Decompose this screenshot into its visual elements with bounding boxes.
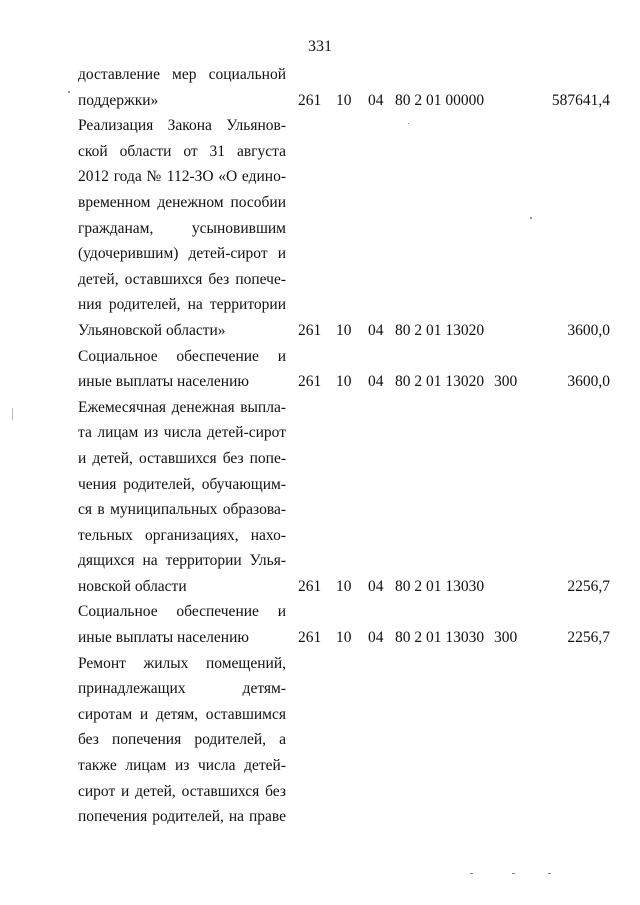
row-description-line: Социальное обеспечение и — [78, 347, 286, 365]
row-description-line: сиротам и детям, оставшимся — [78, 705, 286, 723]
row-line — [0, 420, 640, 446]
row-line — [0, 216, 640, 242]
row-description-line: ской области от 31 августа — [78, 142, 286, 160]
target-article-code: 80 2 01 00000 — [395, 91, 485, 109]
row-line — [0, 139, 640, 165]
target-article-code: 80 2 01 13030 — [395, 577, 485, 595]
table-row — [0, 62, 640, 113]
row-description-line: Ежемесячная денежная выпла- — [78, 398, 286, 416]
row-description-line: принадлежащих детям- — [78, 680, 286, 698]
row-description-line: без попечения родителей, а — [78, 731, 286, 749]
razdel-code: 10 — [336, 577, 352, 595]
target-article-code: 80 2 01 13020 — [395, 321, 485, 339]
target-article-code: 80 2 01 13030 — [395, 629, 485, 647]
razdel-code: 10 — [336, 373, 352, 391]
scan-speck — [548, 873, 551, 874]
scan-speck — [12, 408, 13, 420]
razdel-code: 10 — [336, 321, 352, 339]
target-article-code: 80 2 01 13020 — [395, 373, 485, 391]
row-description-line: дящихся на территории Улья- — [78, 552, 286, 570]
page-number: 331 — [308, 38, 332, 55]
scan-speck — [512, 873, 515, 874]
table-row — [0, 599, 640, 650]
row-description-line: новской области — [78, 577, 187, 595]
row-line — [0, 241, 640, 267]
row-line — [0, 753, 640, 779]
expense-type-code: 300 — [494, 373, 518, 391]
row-description-line: поддержки» — [78, 91, 159, 109]
row-description-line: сирот и детей, оставшихся без — [78, 782, 286, 800]
row-description-line: и детей, оставшихся без попе- — [78, 449, 286, 467]
podrazdel-code: 04 — [368, 577, 384, 595]
grbs-code: 261 — [298, 91, 322, 109]
row-description-line: Реализация Закона Ульянов- — [78, 117, 286, 135]
row-line — [0, 523, 640, 549]
row-line — [0, 625, 640, 651]
row-line — [0, 446, 640, 472]
row-line — [0, 472, 640, 498]
row-line — [0, 702, 640, 728]
row-line — [0, 395, 640, 421]
row-description-line: временном денежном пособии — [78, 193, 286, 211]
row-description-line: (удочерившим) детей-сирот и — [78, 245, 286, 263]
budget-table — [0, 62, 640, 830]
row-line — [0, 344, 640, 370]
row-line — [0, 651, 640, 677]
amount: 2256,7 — [567, 629, 610, 647]
expense-type-code: 300 — [494, 629, 518, 647]
row-description-line: Ремонт жилых помещений, — [78, 654, 286, 672]
razdel-code: 10 — [336, 91, 352, 109]
row-line — [0, 267, 640, 293]
amount: 587641,4 — [551, 91, 610, 109]
amount: 3600,0 — [567, 373, 610, 391]
row-description-line: та лицам из числа детей-сирот — [78, 424, 286, 442]
row-description-line: чения родителей, обучающим- — [78, 475, 286, 493]
podrazdel-code: 04 — [368, 91, 384, 109]
row-line — [0, 599, 640, 625]
amount: 2256,7 — [567, 577, 610, 595]
row-description-line: 2012 года № 112-ЗО «О едино- — [78, 168, 286, 186]
row-description-line: ния родителей, на территории — [78, 296, 286, 314]
grbs-code: 261 — [298, 321, 322, 339]
row-line — [0, 727, 640, 753]
table-row — [0, 344, 640, 395]
row-line — [0, 88, 640, 114]
row-line — [0, 62, 640, 88]
row-description-line: иные выплаты населению — [78, 373, 249, 391]
scan-speck — [470, 873, 473, 874]
podrazdel-code: 04 — [368, 373, 384, 391]
row-description-line: гражданам, усыновившим — [78, 219, 286, 237]
grbs-code: 261 — [298, 577, 322, 595]
table-row — [0, 651, 640, 830]
grbs-code: 261 — [298, 629, 322, 647]
row-line — [0, 804, 640, 830]
scan-speck — [408, 123, 409, 124]
row-description-line: Ульяновской области» — [78, 321, 226, 339]
scan-speck — [530, 217, 532, 219]
row-line — [0, 113, 640, 139]
row-description-line: тельных организациях, нахо- — [78, 526, 286, 544]
row-line — [0, 779, 640, 805]
amount: 3600,0 — [567, 321, 610, 339]
scan-speck — [68, 91, 70, 93]
grbs-code: 261 — [298, 373, 322, 391]
podrazdel-code: 04 — [368, 629, 384, 647]
row-line — [0, 548, 640, 574]
row-line — [0, 164, 640, 190]
table-row — [0, 395, 640, 600]
row-description-line: попечения родителей, на праве — [78, 808, 286, 826]
row-description-line: доставление мер социальной — [78, 66, 286, 83]
row-line — [0, 676, 640, 702]
razdel-code: 10 — [336, 629, 352, 647]
row-description-line: также лицам из числа детей- — [78, 757, 286, 775]
row-description-line: детей, оставшихся без попече- — [78, 270, 286, 288]
row-description-line: ся в муниципальных образова- — [78, 501, 286, 519]
table-row — [0, 113, 640, 343]
row-description-line: иные выплаты населению — [78, 629, 249, 647]
row-line — [0, 369, 640, 395]
row-line — [0, 574, 640, 600]
row-line — [0, 292, 640, 318]
row-line — [0, 497, 640, 523]
row-line — [0, 190, 640, 216]
podrazdel-code: 04 — [368, 321, 384, 339]
row-description-line: Социальное обеспечение и — [78, 603, 286, 621]
row-line — [0, 318, 640, 344]
